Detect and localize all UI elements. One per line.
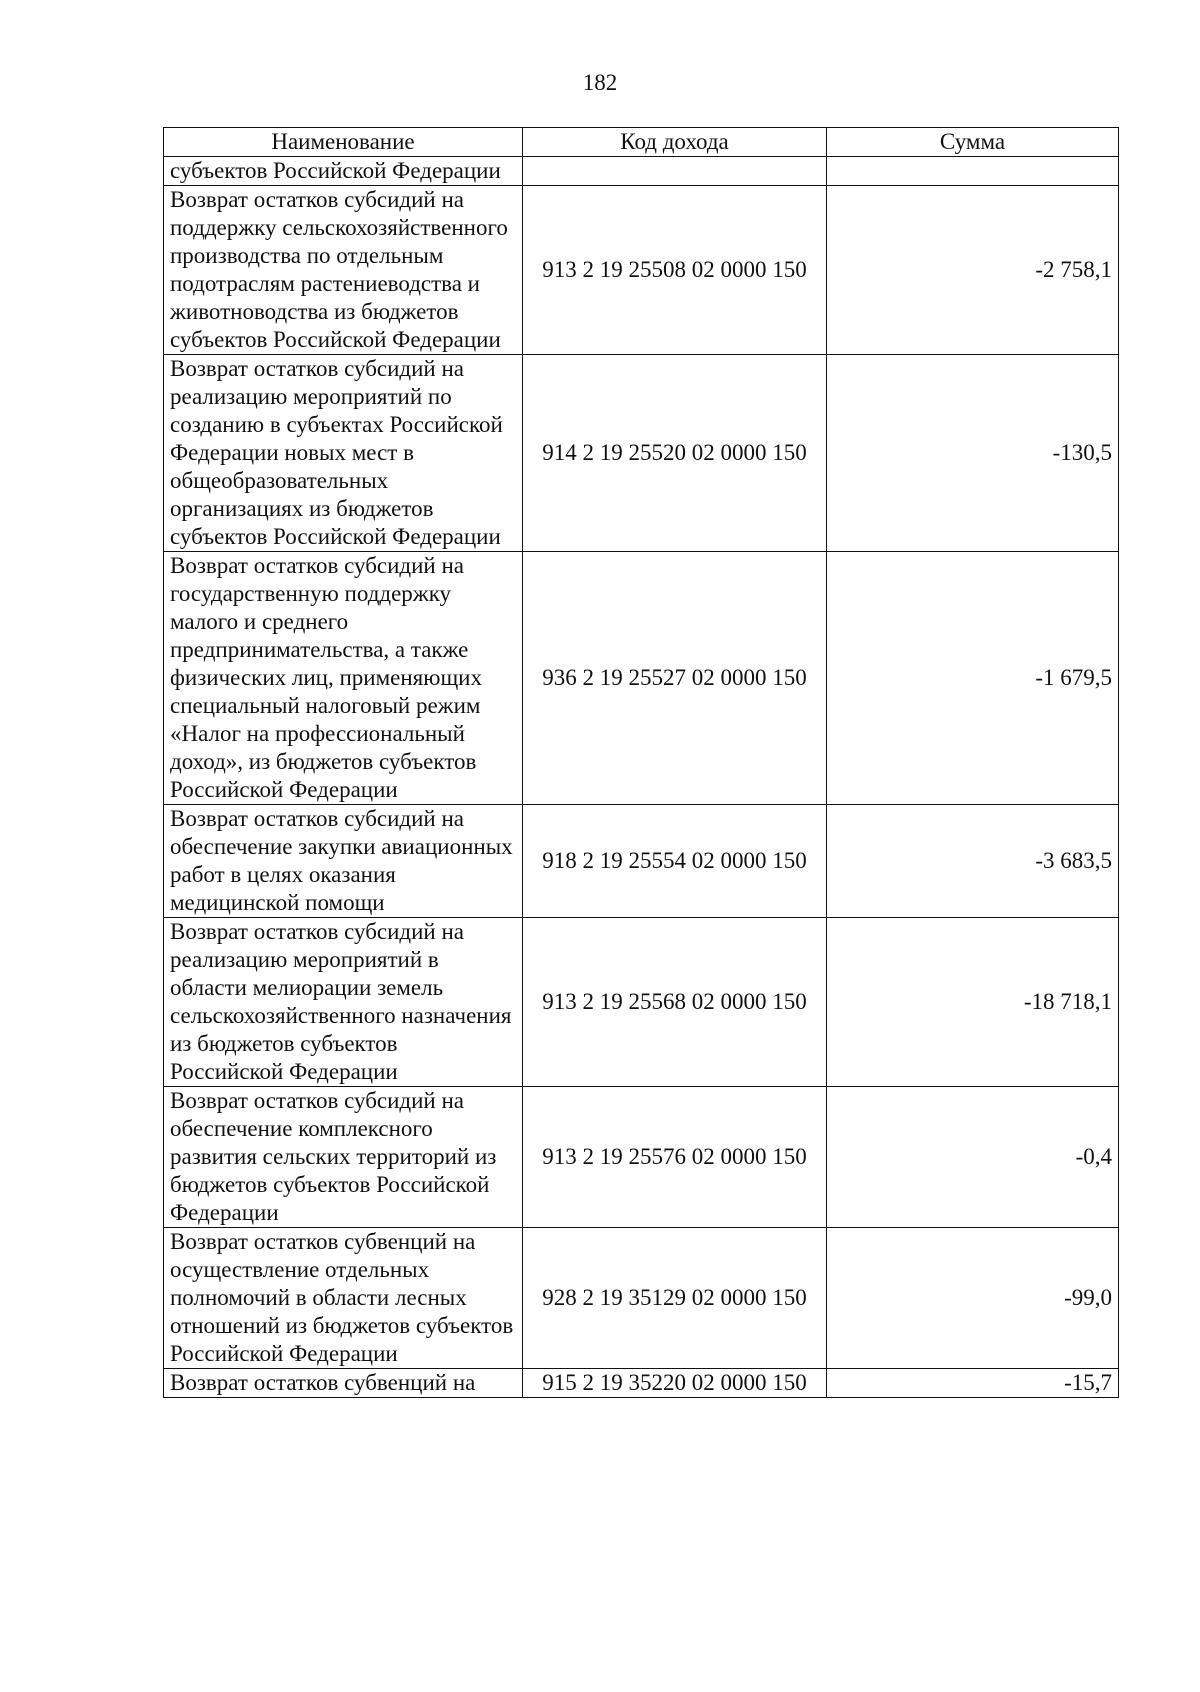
- row-name: Возврат остатков субсидий на реализацию мероприятий в области мелиорации земель сельскохозяйственного назначения из бюджетов субъектов Российской Федерации: [164, 918, 523, 1087]
- row-name: Возврат остатков субсидий на обеспечение закупки авиационных работ в целях оказания медицинской помощи: [164, 805, 523, 918]
- row-name: субъектов Российской Федерации: [164, 157, 523, 186]
- row-sum: -18 718,1: [827, 918, 1119, 1087]
- row-code: 915 2 19 35220 02 0000 150: [523, 1369, 827, 1398]
- row-name: Возврат остатков субсидий на государственную поддержку малого и среднего предпринимательства, а также физических лиц, применяющих специальный налоговый режим «Налог на профессиональный доход», из бюджетов субъектов Российской Федерации: [164, 552, 523, 805]
- header-sum: Сумма: [827, 128, 1119, 157]
- row-code: 914 2 19 25520 02 0000 150: [523, 355, 827, 552]
- row-name: Возврат остатков субвенций на: [164, 1369, 523, 1398]
- row-sum: -1 679,5: [827, 552, 1119, 805]
- row-name: Возврат остатков субвенций на осуществление отдельных полномочий в области лесных отношений из бюджетов субъектов Российской Федерации: [164, 1228, 523, 1369]
- row-code: 913 2 19 25568 02 0000 150: [523, 918, 827, 1087]
- row-sum: -3 683,5: [827, 805, 1119, 918]
- row-code: 913 2 19 25576 02 0000 150: [523, 1087, 827, 1228]
- row-sum: -15,7: [827, 1369, 1119, 1398]
- row-code: 913 2 19 25508 02 0000 150: [523, 186, 827, 355]
- table-row: [164, 1369, 1119, 1398]
- table-row: [164, 355, 1119, 552]
- table-row: [164, 805, 1119, 918]
- income-table: [163, 127, 1119, 1398]
- row-code: [523, 157, 827, 186]
- table-header-row: [164, 128, 1119, 157]
- table-row: [164, 157, 1119, 186]
- table-row: [164, 1087, 1119, 1228]
- row-name: Возврат остатков субсидий на обеспечение комплексного развития сельских территорий из бюджетов субъектов Российской Федерации: [164, 1087, 523, 1228]
- row-code: 928 2 19 35129 02 0000 150: [523, 1228, 827, 1369]
- row-code: 936 2 19 25527 02 0000 150: [523, 552, 827, 805]
- row-sum: -2 758,1: [827, 186, 1119, 355]
- table-row: [164, 918, 1119, 1087]
- row-name: Возврат остатков субсидий на реализацию мероприятий по созданию в субъектах Российской Федерации новых мест в общеобразовательных организациях из бюджетов субъектов Российской Федерации: [164, 355, 523, 552]
- row-sum: -0,4: [827, 1087, 1119, 1228]
- table-row: [164, 186, 1119, 355]
- header-code: Код дохода: [523, 128, 827, 157]
- page-number: 182: [582, 70, 618, 95]
- row-sum: -130,5: [827, 355, 1119, 552]
- table-row: [164, 552, 1119, 805]
- row-sum: -99,0: [827, 1228, 1119, 1369]
- header-name: Наименование: [164, 128, 523, 157]
- row-code: 918 2 19 25554 02 0000 150: [523, 805, 827, 918]
- row-name: Возврат остатков субсидий на поддержку сельскохозяйственного производства по отдельным подотраслям растениеводства и животноводства из бюджетов субъектов Российской Федерации: [164, 186, 523, 355]
- row-sum: [827, 157, 1119, 186]
- table-row: [164, 1228, 1119, 1369]
